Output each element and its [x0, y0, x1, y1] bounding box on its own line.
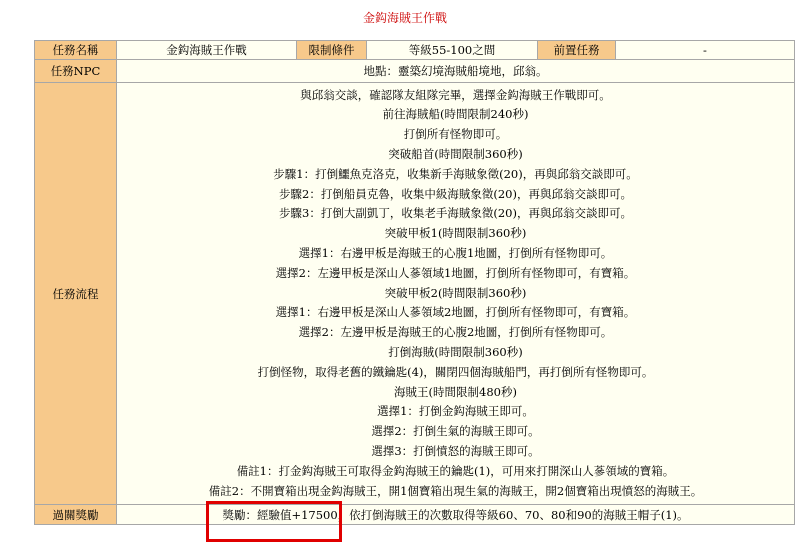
- quest-name-label: 任務名稱: [35, 41, 117, 60]
- flow-step-line: 步驟3：打倒大副凱丁，收集老手海賊象徵(20)，再與邱翁交談即可。: [279, 206, 632, 221]
- prereq-label: 前置任務: [538, 41, 616, 60]
- quest-name-value: 金鈎海賊王作戰: [117, 41, 297, 60]
- flow-steps-list: [120, 86, 791, 502]
- npc-value: 地點：靈築幻境海賊船境地，邱翁。: [117, 60, 795, 83]
- flow-step-line: 打倒海賊(時間限制360秒): [388, 344, 523, 359]
- quest-flow-row: [35, 83, 795, 505]
- quest-info-table: [34, 40, 795, 525]
- limit-value: 等級55-100之間: [367, 41, 538, 60]
- flow-step-line: 海賊王(時間限制480秒): [394, 384, 517, 399]
- flow-step-line: 選擇2：打倒生氣的海賊王即可。: [371, 424, 540, 439]
- reward-value: 獎勵：經驗值+17500，依打倒海賊王的次數取得等級60、70、80和90的海賊王帽子(1)。: [117, 505, 795, 525]
- quest-npc-row: [35, 60, 795, 83]
- flow-step-line: 前往海賊船(時間限制240秒): [382, 107, 529, 122]
- npc-label: 任務NPC: [35, 60, 117, 83]
- flow-step-line: 備註2：不開寶箱出現金鈎海賊王，開1個寶箱出現生氣的海賊王，開2個寶箱出現憤怒的海賊王。: [208, 483, 703, 498]
- flow-step-line: 選擇2：左邊甲板是深山人蔘領域1地圖，打倒所有怪物即可，有寶箱。: [275, 265, 636, 280]
- flow-step-line: 突破船首(時間限制360秒): [388, 147, 523, 162]
- flow-step-line: 選擇3：打倒憤怒的海賊王即可。: [371, 443, 540, 458]
- quest-reward-row: [35, 505, 795, 525]
- flow-step-line: 步驟1：打倒鱷魚克洛克，收集新手海賊象徵(20)，再與邱翁交談即可。: [273, 166, 638, 181]
- flow-steps: [117, 83, 795, 505]
- flow-step-line: 步驟2：打倒船員克魯，收集中級海賊象徵(20)，再與邱翁交談即可。: [279, 186, 632, 201]
- flow-step-line: 突破甲板2(時間限制360秒): [384, 285, 527, 300]
- flow-step-line: 選擇1：右邊甲板是深山人蔘領域2地圖，打倒所有怪物即可，有寶箱。: [275, 305, 636, 320]
- flow-step-line: 選擇1：右邊甲板是海賊王的心腹1地圖，打倒所有怪物即可。: [298, 246, 613, 260]
- flow-step-line: 備註1：打金鈎海賊王可取得金鈎海賊王的鑰匙(1)，可用來打開深山人蔘領域的寶箱。: [236, 463, 675, 478]
- flow-step-line: 打倒所有怪物即可。: [403, 127, 508, 142]
- flow-step-line: 選擇1：打倒金鈎海賊王即可。: [377, 404, 534, 419]
- quest-name-row: [35, 41, 795, 60]
- limit-label: 限制條件: [297, 41, 367, 60]
- flow-step-line: 打倒怪物，取得老舊的鐵鑰匙(4)，關閉四個海賊船門，再打倒所有怪物即可。: [257, 364, 654, 379]
- flow-step-line: 突破甲板1(時間限制360秒): [384, 226, 527, 241]
- flow-step-line: 與邱翁交談，確認隊友組隊完畢，選擇金鈎海賊王作戰即可。: [300, 87, 611, 102]
- prereq-value: -: [616, 41, 795, 60]
- reward-label: 過關獎勵: [35, 505, 117, 525]
- flow-label: 任務流程: [35, 83, 117, 505]
- flow-step-line: 選擇2：左邊甲板是海賊王的心腹2地圖，打倒所有怪物即可。: [298, 325, 613, 340]
- page-title: 金鈎海賊王作戰: [362, 11, 447, 25]
